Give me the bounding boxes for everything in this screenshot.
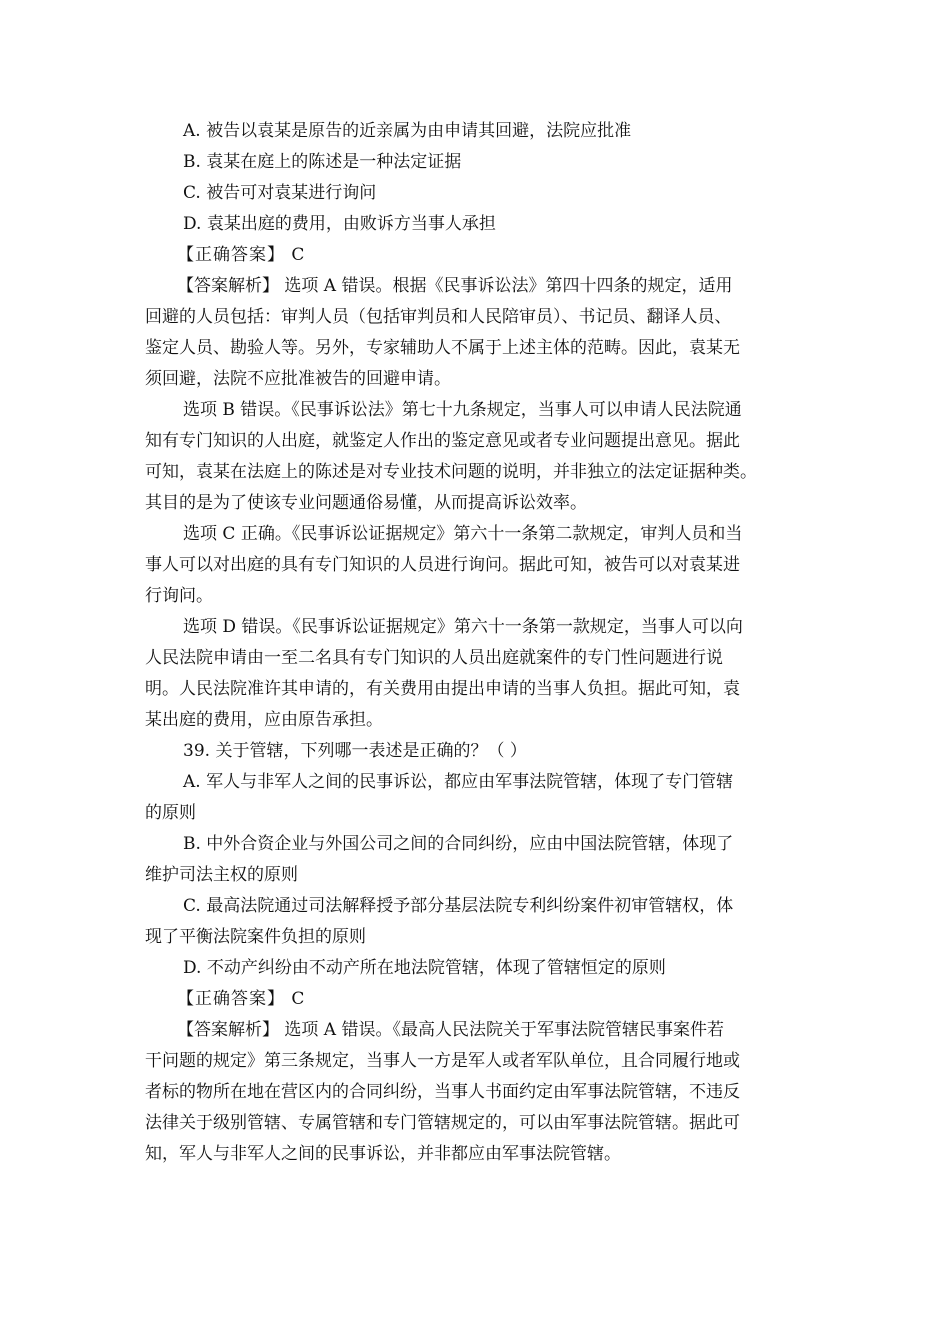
analysis-line: 人民法院申请由一至二名具有专门知识的人员出庭就案件的专门性问题进行说 <box>145 648 723 668</box>
analysis-line: 某出庭的费用，应由原告承担。 <box>145 710 383 730</box>
option-c-q39-cont: 现了平衡法院案件负担的原则 <box>145 927 366 947</box>
correct-answer-q39: 【正确答案】 C <box>177 989 306 1009</box>
option-d-q39: D. 不动产纠纷由不动产所在地法院管辖，体现了管辖恒定的原则 <box>183 958 666 978</box>
analysis-line: 明。人民法院准许其申请的，有关费用由提出申请的当事人负担。据此可知，袁 <box>145 679 740 699</box>
option-d-q38: D. 袁某出庭的费用，由败诉方当事人承担 <box>183 214 496 234</box>
question-39-stem: 39. 关于管辖，下列哪一表述是正确的？（ ） <box>183 741 527 761</box>
analysis-line: 知，军人与非军人之间的民事诉讼，并非都应由军事法院管辖。 <box>145 1144 621 1164</box>
analysis-line: 可知，袁某在法庭上的陈述是对专业技术问题的说明，并非独立的法定证据种类。 <box>145 462 757 482</box>
analysis-line: 选项 C 正确。《民事诉讼证据规定》第六十一条第二款规定，审判人员和当 <box>183 524 743 544</box>
document-body <box>145 116 810 1170</box>
analysis-line: 者标的物所在地在营区内的合同纠纷，当事人书面约定由军事法院管辖，不违反 <box>145 1082 740 1102</box>
analysis-line: 鉴定人员、勘验人等。另外，专家辅助人不属于上述主体的范畴。因此，袁某无 <box>145 338 740 358</box>
option-b-q38: B. 袁某在庭上的陈述是一种法定证据 <box>183 152 462 172</box>
option-b-q39: B. 中外合资企业与外国公司之间的合同纠纷，应由中国法院管辖，体现了 <box>183 834 734 854</box>
analysis-line: 【答案解析】 选项 A 错误。《最高人民法院关于军事法院管辖民事案件若 <box>177 1020 724 1040</box>
correct-answer-q38: 【正确答案】 C <box>177 245 306 265</box>
option-b-q39-cont: 维护司法主权的原则 <box>145 865 298 885</box>
option-a-q39: A. 军人与非军人之间的民事诉讼，都应由军事法院管辖，体现了专门管辖 <box>183 772 734 792</box>
option-c-q38: C. 被告可对袁某进行询问 <box>183 183 377 203</box>
analysis-line: 选项 B 错误。《民事诉讼法》第七十九条规定，当事人可以申请人民法院通 <box>183 400 742 420</box>
analysis-line: 选项 D 错误。《民事诉讼证据规定》第六十一条第一款规定，当事人可以向 <box>183 617 743 637</box>
analysis-line: 事人可以对出庭的具有专门知识的人员进行询问。据此可知，被告可以对袁某进 <box>145 555 740 575</box>
analysis-line: 干问题的规定》第三条规定，当事人一方是军人或者军队单位，且合同履行地或 <box>145 1051 740 1071</box>
analysis-line: 知有专门知识的人出庭，就鉴定人作出的鉴定意见或者专业问题提出意见。据此 <box>145 431 740 451</box>
analysis-line: 须回避，法院不应批准被告的回避申请。 <box>145 369 451 389</box>
analysis-line: 回避的人员包括：审判人员（包括审判员和人民陪审员）、书记员、翻译人员、 <box>145 307 732 327</box>
analysis-line: 法律关于级别管辖、专属管辖和专门管辖规定的，可以由军事法院管辖。据此可 <box>145 1113 740 1133</box>
analysis-line: 行询问。 <box>145 586 213 606</box>
analysis-line: 其目的是为了使该专业问题通俗易懂，从而提高诉讼效率。 <box>145 493 587 513</box>
option-c-q39: C. 最高法院通过司法解释授予部分基层法院专利纠纷案件初审管辖权，体 <box>183 896 734 916</box>
option-a-q39-cont: 的原则 <box>145 803 196 823</box>
option-a-q38: A. 被告以袁某是原告的近亲属为由申请其回避，法院应批准 <box>183 121 632 141</box>
analysis-line: 【答案解析】 选项 A 错误。根据《民事诉讼法》第四十四条的规定，适用 <box>177 276 733 296</box>
